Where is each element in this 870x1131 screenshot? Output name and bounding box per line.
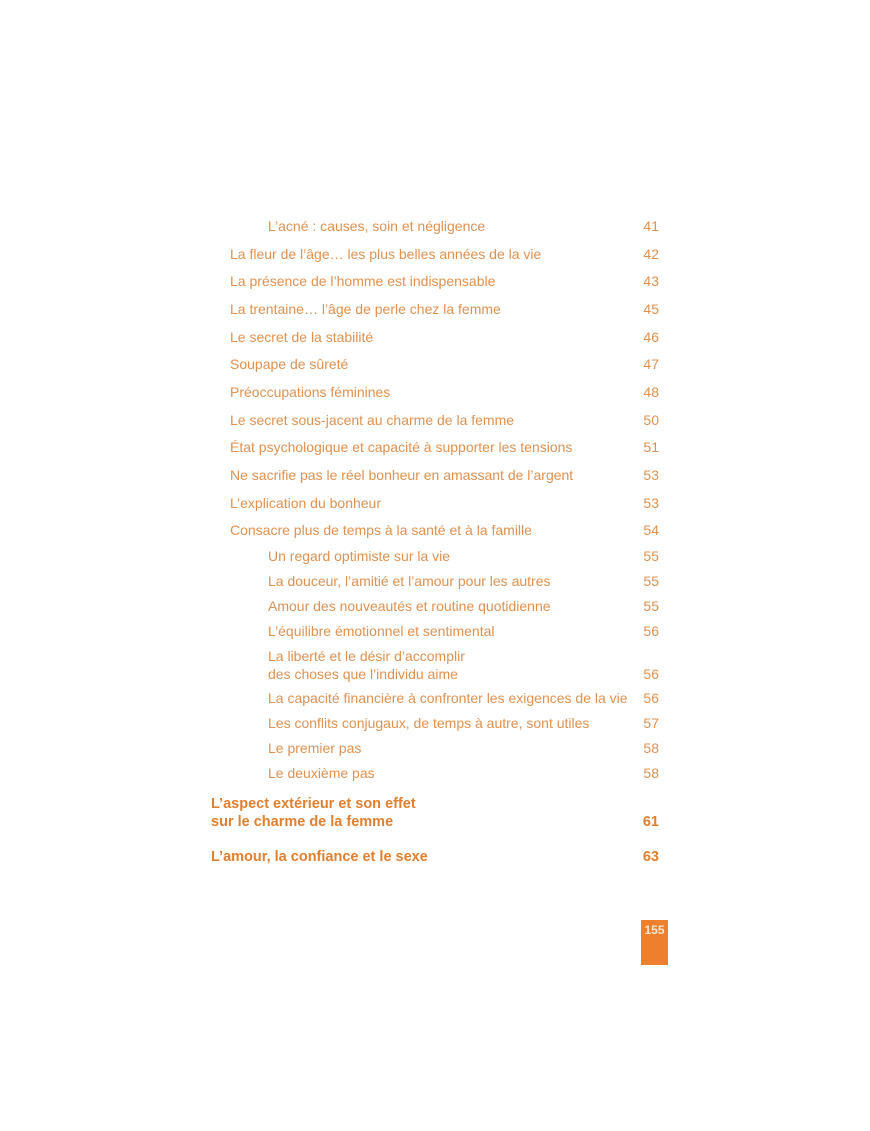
toc-entry-title: Le premier pas [268, 740, 362, 756]
toc-entry-title: L’acné : causes, soin et négligence [268, 218, 486, 234]
toc-entry-title: Soupape de sûreté [230, 356, 349, 372]
toc-entry-title: L’explication du bonheur [230, 495, 382, 511]
toc-entry-title: Le deuxième pas [268, 765, 375, 781]
toc-entry-page-number: 63 [642, 849, 659, 865]
toc-entry-title: Ne sacrifie pas le réel bonheur en amassant de l’argent [230, 467, 574, 483]
toc-entry-page-number: 61 [642, 814, 659, 830]
toc-entry-page-number: 42 [643, 246, 659, 262]
toc-entry-title: L’équilibre émotionnel et sentimental [268, 623, 495, 639]
toc-entry-page-number: 50 [643, 412, 659, 428]
toc-entry-page-number: 55 [643, 548, 659, 564]
toc-entry-title: Le secret de la stabilité [230, 329, 374, 345]
toc-entry-page-number: 56 [643, 666, 659, 682]
toc-entry-title-line: des choses que l’individu aime [268, 666, 458, 682]
toc-entry-title: La capacité financière à confronter les exigences de la vie [268, 690, 628, 706]
toc-entry-page-number: 41 [643, 218, 659, 234]
page-number-badge [641, 920, 668, 965]
toc-entry-page-number: 56 [643, 690, 659, 706]
toc-entry-page-number: 55 [643, 598, 659, 614]
toc-entry-title: Le secret sous-jacent au charme de la femme [230, 412, 515, 428]
toc-entry-page-number: 51 [643, 439, 659, 455]
page-number: 155 [644, 923, 665, 937]
toc-entry-page-number: 57 [643, 715, 659, 731]
toc-entry-page-number: 58 [643, 765, 659, 781]
toc-entry-title: Préoccupations féminines [230, 384, 391, 400]
toc-entry-page-number: 43 [643, 273, 659, 289]
toc-entry-title: L’amour, la confiance et le sexe [211, 849, 428, 865]
toc-entry-page-number: 48 [643, 384, 659, 400]
toc-entry-title-line: La liberté et le désir d’accomplir [268, 648, 465, 664]
toc-entry-title-line: L’aspect extérieur et son effet [211, 796, 416, 812]
toc-entry-page-number: 54 [643, 522, 659, 538]
toc-entry-title: La présence de l’homme est indispensable [230, 273, 496, 289]
toc-entry-page-number: 58 [643, 740, 659, 756]
toc-entry-page-number: 45 [643, 301, 659, 317]
toc-entry-page-number: 55 [643, 573, 659, 589]
toc-entry-page-number: 47 [643, 356, 659, 372]
toc-entry-title: Les conflits conjugaux, de temps à autre, sont utiles [268, 715, 590, 731]
toc-entry-title [211, 795, 416, 831]
toc-entry-title: Un regard optimiste sur la vie [268, 548, 451, 564]
toc-entry-title [268, 647, 465, 683]
toc-entry-page-number: 56 [643, 623, 659, 639]
toc-entry-page-number: 46 [643, 329, 659, 345]
toc-entry-title: État psychologique et capacité à supporter les tensions [230, 439, 573, 455]
toc-entry-title: Consacre plus de temps à la santé et à la famille [230, 522, 532, 538]
toc-entry-page-number: 53 [643, 495, 659, 511]
toc-entry-page-number: 53 [643, 467, 659, 483]
toc-entry-title: La douceur, l’amitié et l’amour pour les autres [268, 573, 551, 589]
toc-entry-title: La trentaine… l’âge de perle chez la femme [230, 301, 501, 317]
toc-entry-title: Amour des nouveautés et routine quotidienne [268, 598, 551, 614]
toc-entry-title-line: sur le charme de la femme [211, 814, 394, 830]
toc-entry-title: La fleur de l’âge… les plus belles années de la vie [230, 246, 542, 262]
